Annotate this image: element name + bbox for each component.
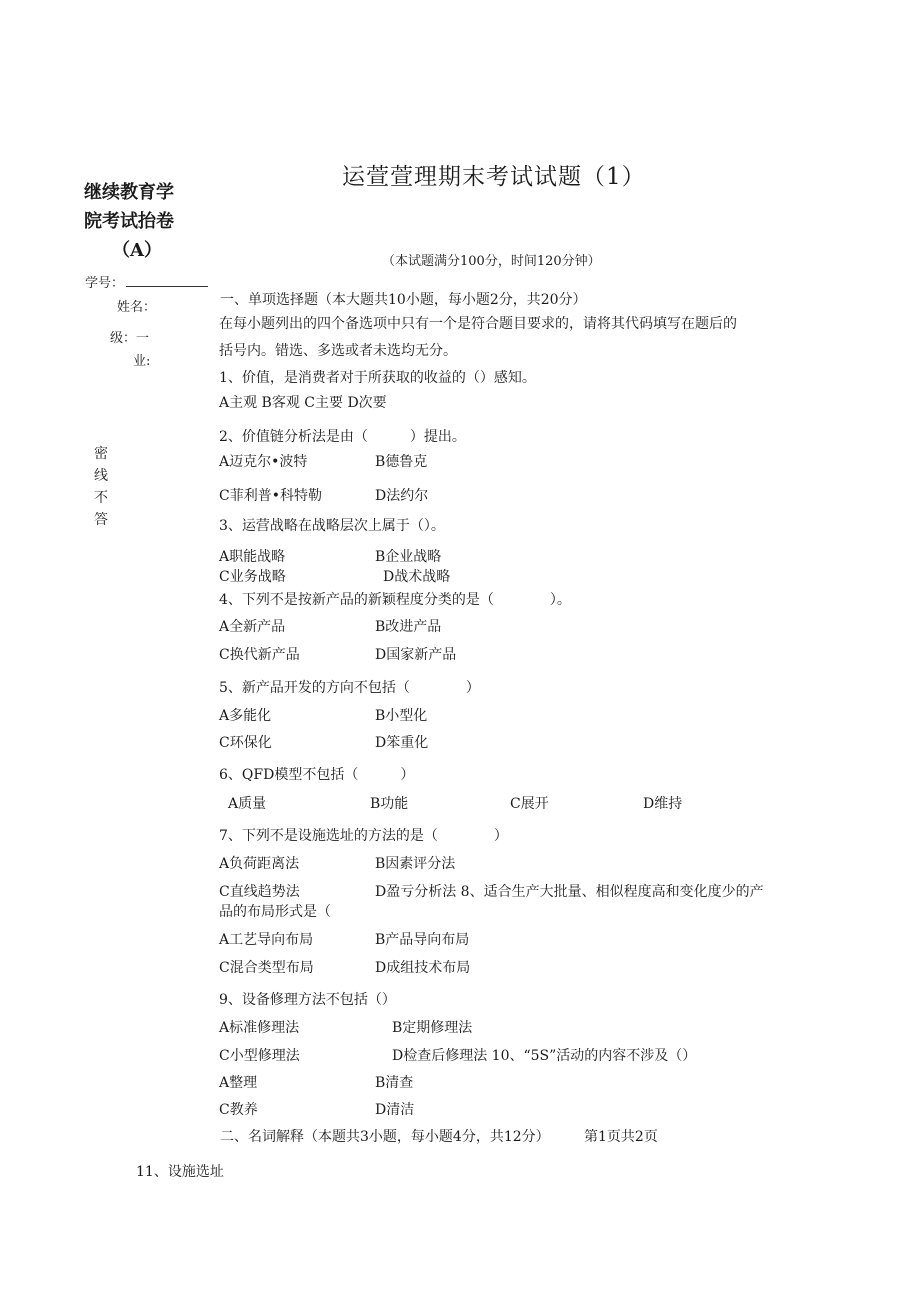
q3-option-c: C业务战略 [219,569,286,585]
student-number-label: 学号： [85,276,125,291]
q7-stem: 7、下列不是设施选址的方法的是（ ） [219,828,508,844]
q10-option-b: B清查 [375,1075,414,1091]
q5-option-c: C环保化 [219,735,272,751]
section2-heading: 二、名词解释（本题共3小题，每小题4分，共12分） [220,1129,550,1145]
q11-stem: 11、设施选址 [136,1164,224,1180]
q10-option-a: A整理 [219,1075,258,1091]
q8-option-d: D成组技术布局 [375,960,471,976]
q5-stem: 5、新产品开发的方向不包括（ ） [219,680,480,696]
q4-option-d: D国家新产品 [375,647,457,663]
section1-instruction-1: 在每小题列出的四个备选项中只有一个是符合题目要求的，请将其代码填写在题后的 [219,316,737,332]
q4-option-a: A全新产品 [219,619,286,635]
q6-option-d: D维持 [643,796,683,812]
section1-instruction-2: 括号内。错选、多选或者未选均无分。 [219,343,457,359]
q7-option-b: B因素评分法 [375,856,456,872]
q6-option-c: C展开 [510,796,549,812]
q8-option-a: A工艺导向布局 [219,932,314,948]
q6-stem: 6、QFD模型不包括（ ） [219,767,415,783]
q5-option-b: B小型化 [375,708,428,724]
class-label: 级：一 [110,331,150,346]
q5-option-a: A多能化 [219,708,272,724]
q2-option-b: B德鲁克 [375,454,428,470]
paper-version: （A） [112,240,162,261]
q3-option-b: B企业战略 [375,549,442,565]
major-label: 业: [133,354,151,369]
school-name-line2: 院考试抬卷 [84,211,174,232]
q1-stem: 1、价值，是消费者对于所获取的收益的（）感知。 [219,370,536,386]
q4-stem: 4、下列不是按新产品的新颖程度分类的是（ ）。 [219,592,571,608]
q9-option-d-q10-stem: D检查后修理法 10、“5S”活动的内容不涉及（） [392,1048,697,1064]
q5-option-d: D笨重化 [375,735,429,751]
section1-heading: 一、单项选择题（本大题共10小题，每小题2分，共20分） [220,292,587,308]
q2-option-c: C菲利普•科特勒 [219,488,322,504]
exam-note: （本试题满分100分，时间120分钟） [382,254,601,269]
q8-option-b: B产品导向布局 [375,932,470,948]
q2-option-a: A迈克尔•波特 [219,454,308,470]
school-name-line1: 继续教育学 [84,182,174,203]
q8-stem-continued: 品的布局形式是（ [219,904,331,920]
q6-option-a: A质量 [228,796,267,812]
q4-option-b: B改进产品 [375,619,442,635]
q9-option-a: A标准修理法 [219,1020,300,1036]
q4-option-c: C换代新产品 [219,647,300,663]
q3-option-a: A职能战略 [219,549,286,565]
q7-option-c: C直线趋势法 [219,884,300,900]
q2-stem: 2、价值链分析法是由（ ）提出。 [219,429,466,445]
seal-char: 不 [94,490,108,506]
q2-option-d: D法约尔 [375,488,429,504]
q6-option-b: B功能 [370,796,409,812]
seal-char: 答 [94,512,108,528]
q7-option-d-q8-stem: D盈亏分析法 8、适合生产大批量、相似程度高和变化度少的产 [375,884,764,900]
q7-option-a: A负荷距离法 [219,856,300,872]
exam-title: 运萱萱理期末考试试题（1） [342,164,646,190]
q10-option-d: D清洁 [375,1102,415,1118]
seal-char: 密 [94,446,108,462]
seal-char: 线 [94,468,108,484]
q10-option-c: C教养 [219,1102,258,1118]
q9-option-c: C小型修理法 [219,1048,300,1064]
name-label: 姓名： [117,300,157,315]
page-indicator: 第1页共2页 [584,1129,658,1145]
seal-line-notice [94,443,110,531]
student-number-blank [126,274,208,287]
q3-option-d: D战术战略 [383,569,451,585]
q1-options: A主观 B客观 C主要 D次要 [219,395,387,411]
q8-option-c: C混合类型布局 [219,960,314,976]
q3-stem: 3、运营战略在战略层次上属于（）。 [219,518,445,534]
student-number-field [85,272,208,291]
q9-option-b: B定期修理法 [392,1020,473,1036]
q9-stem: 9、设备修理方法不包括（） [219,992,396,1008]
